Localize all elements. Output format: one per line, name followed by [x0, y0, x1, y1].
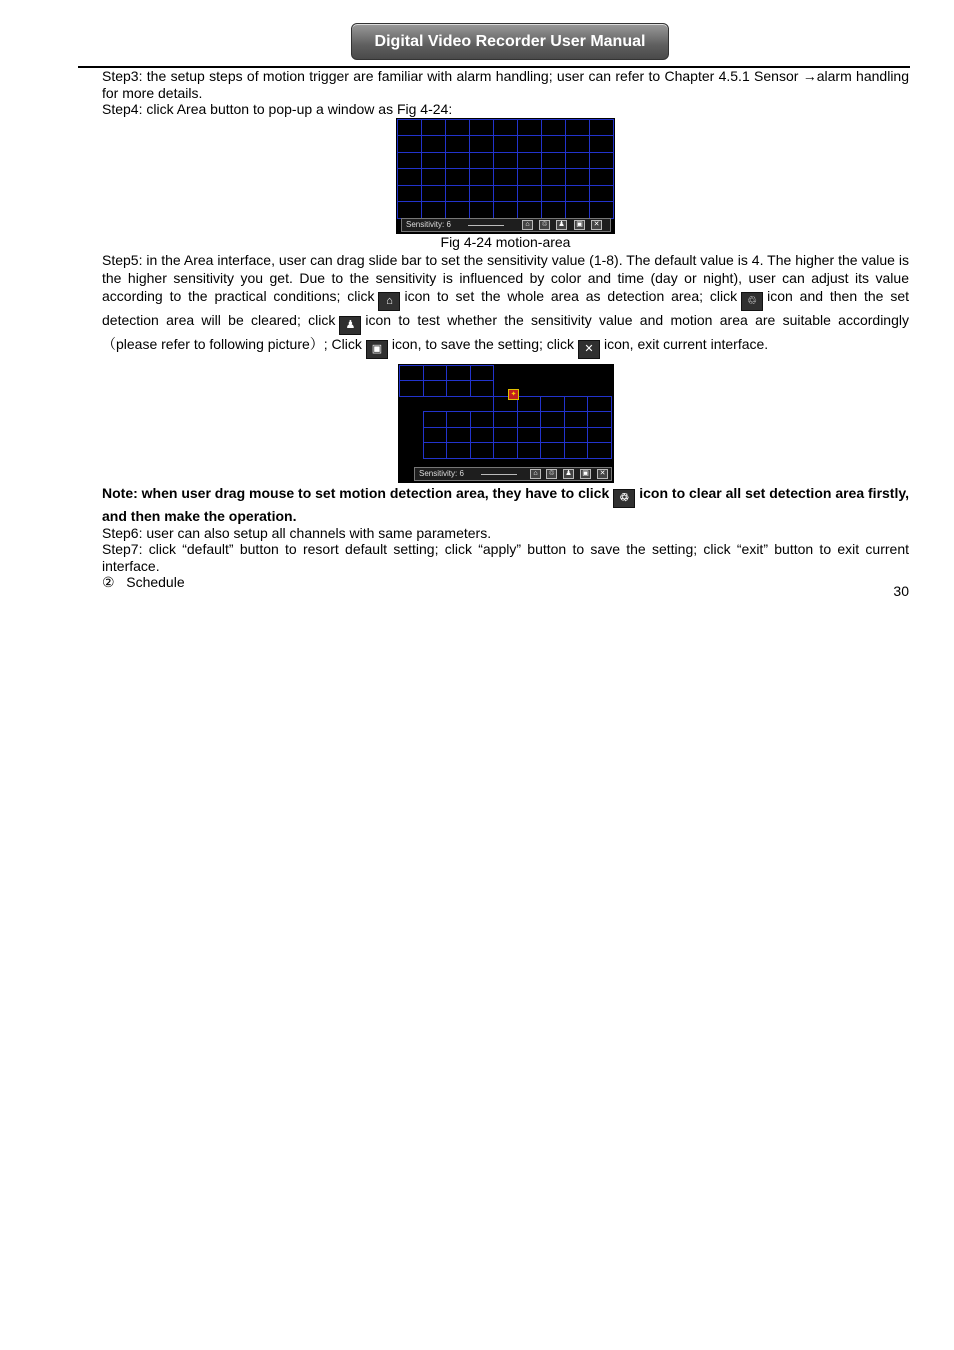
grid-cell[interactable]: [517, 442, 542, 459]
grid-cell[interactable]: [540, 442, 565, 459]
grid-cell[interactable]: [541, 152, 566, 170]
exit-icon[interactable]: ✕: [591, 220, 602, 230]
grid-cell[interactable]: [517, 119, 542, 137]
grid-cell[interactable]: [493, 135, 518, 153]
grid-cell[interactable]: [423, 411, 448, 428]
grid-cell[interactable]: [493, 201, 518, 219]
grid-cell[interactable]: [541, 119, 566, 137]
grid-cell[interactable]: [589, 185, 614, 203]
grid-cell[interactable]: [517, 411, 542, 428]
grid-cell[interactable]: [517, 152, 542, 170]
grid-cell[interactable]: [397, 201, 422, 219]
grid-cell[interactable]: [397, 168, 422, 186]
grid-cell[interactable]: [587, 411, 612, 428]
page-content: [102, 68, 909, 591]
grid-cell[interactable]: [540, 396, 565, 413]
grid-cell[interactable]: [446, 442, 471, 459]
step4-text: Step4: click Area button to pop-up a window as Fig 4-24:: [102, 101, 453, 117]
test-icon[interactable]: ♟: [563, 469, 574, 479]
grid-cell[interactable]: [589, 201, 614, 219]
grid-cell[interactable]: [589, 135, 614, 153]
grid-cell[interactable]: [493, 168, 518, 186]
grid-cell[interactable]: [423, 442, 448, 459]
grid-cell[interactable]: [469, 185, 494, 203]
motion-test-figure: [398, 364, 614, 483]
schedule-label: Schedule: [126, 574, 185, 590]
grid-cell[interactable]: [564, 442, 589, 459]
grid-cell[interactable]: [517, 135, 542, 153]
grid-cell[interactable]: [399, 380, 424, 397]
grid-cell[interactable]: [565, 201, 590, 219]
grid-cell[interactable]: [423, 365, 448, 382]
clear-icon: ♲: [741, 292, 763, 311]
home-icon: ⌂: [378, 292, 400, 311]
grid-cell[interactable]: [470, 411, 495, 428]
grid-cell[interactable]: [445, 185, 470, 203]
grid-cell[interactable]: [589, 152, 614, 170]
grid-cell[interactable]: [421, 152, 446, 170]
grid-cell[interactable]: [446, 365, 471, 382]
grid-cell[interactable]: [470, 442, 495, 459]
grid-cell[interactable]: [540, 427, 565, 444]
grid-cell[interactable]: [541, 201, 566, 219]
step3-text: Step3: the setup steps of motion trigger are familiar with alarm handling; user can refer to Chapter 4.5.1 Sensor →alarm handling for more details.: [102, 68, 909, 101]
grid-cell[interactable]: [469, 168, 494, 186]
grid-cell[interactable]: [445, 119, 470, 137]
grid-cell[interactable]: [565, 119, 590, 137]
sensitivity-label: Sensitivity: 6: [406, 219, 451, 229]
grid-cell[interactable]: [470, 380, 495, 397]
grid-cell[interactable]: [421, 168, 446, 186]
grid-cell[interactable]: [493, 119, 518, 137]
exit-icon[interactable]: ✕: [597, 469, 608, 479]
grid-cell[interactable]: [421, 201, 446, 219]
grid-cell[interactable]: [541, 135, 566, 153]
grid-cell[interactable]: [587, 396, 612, 413]
grid-cell[interactable]: [564, 411, 589, 428]
grid-cell[interactable]: [469, 119, 494, 137]
clear-icon[interactable]: ♲: [539, 220, 550, 230]
step7-text: Step7: click “default” button to resort default setting; click “apply” button to save the setting; click “exit” button to exit current interface.: [102, 541, 909, 574]
clear-icon: ♲: [613, 489, 635, 508]
grid-cell[interactable]: [565, 135, 590, 153]
note-part-a: Note: when user drag mouse to set motion detection area, they have to click: [102, 484, 610, 501]
grid-cell[interactable]: [493, 185, 518, 203]
grid-cell[interactable]: [565, 185, 590, 203]
note-text: [102, 485, 909, 525]
grid-cell[interactable]: [589, 119, 614, 137]
grid-cell[interactable]: [446, 427, 471, 444]
sensitivity-label: Sensitivity: 6: [419, 468, 464, 478]
grid-cell[interactable]: [397, 135, 422, 153]
test-icon: ♟: [339, 316, 361, 335]
grid-cell[interactable]: [469, 201, 494, 219]
motion-person-icon: ✦: [508, 389, 519, 400]
grid-cell[interactable]: [564, 427, 589, 444]
step5-text: [102, 251, 909, 359]
grid-cell[interactable]: [470, 365, 495, 382]
grid-cell[interactable]: [541, 168, 566, 186]
grid-cell[interactable]: [397, 119, 422, 137]
grid-cell[interactable]: [446, 380, 471, 397]
grid-cell[interactable]: [517, 201, 542, 219]
motion-test-toolbar: [414, 467, 612, 481]
grid-cell[interactable]: [493, 411, 518, 428]
grid-cell[interactable]: [517, 396, 542, 413]
grid-cell[interactable]: [421, 135, 446, 153]
exit-icon: ✕: [578, 340, 600, 359]
schedule-item: [102, 574, 909, 591]
home-icon[interactable]: ⌂: [530, 469, 541, 479]
figure-caption: Fig 4-24 motion-area: [440, 233, 571, 250]
step5-part-a: Step5: in the Area interface, user can drag slide bar to set the sensitivity value (1-8). The default value is 4. The higher the value is the higher sensitivity you get. Due to the sensitivity is influenced by color and time (day or night), user can adjust its value according to the practical conditions; click: [102, 251, 909, 304]
test-icon[interactable]: ♟: [556, 220, 567, 230]
grid-cell[interactable]: [399, 365, 424, 382]
grid-cell[interactable]: [541, 185, 566, 203]
motion-area-figure: [396, 118, 615, 234]
step5-part-b: icon to set the whole area as detection area; click: [404, 287, 738, 304]
grid-cell[interactable]: [587, 427, 612, 444]
manual-title-badge: Digital Video Recorder User Manual: [351, 23, 669, 60]
grid-cell[interactable]: [565, 152, 590, 170]
schedule-marker: ②: [102, 574, 115, 590]
grid-cell[interactable]: [469, 152, 494, 170]
save-icon[interactable]: ▣: [574, 220, 585, 230]
save-icon[interactable]: ▣: [580, 469, 591, 479]
grid-cell[interactable]: [564, 396, 589, 413]
step5-part-d: icon to test whether the sensitivity value and motion area are suitable accordingly （please refer to following picture）; Click: [102, 311, 909, 352]
page-number: 30: [893, 583, 909, 599]
grid-cell[interactable]: [493, 442, 518, 459]
step5-part-c: icon and then the set detection area will be cleared; click: [102, 287, 910, 328]
grid-cell[interactable]: [397, 152, 422, 170]
step5-part-e: icon, to save the setting; click: [391, 335, 574, 352]
grid-cell[interactable]: [470, 427, 495, 444]
grid-cell[interactable]: [540, 411, 565, 428]
step5-part-f: icon, exit current interface.: [603, 335, 769, 352]
grid-cell[interactable]: [517, 168, 542, 186]
grid-cell[interactable]: [589, 168, 614, 186]
sensitivity-slider[interactable]: [468, 225, 504, 226]
home-icon[interactable]: ⌂: [522, 220, 533, 230]
grid-cell[interactable]: [445, 168, 470, 186]
grid-cell[interactable]: [445, 135, 470, 153]
sensitivity-slider[interactable]: [481, 474, 517, 475]
grid-cell[interactable]: [421, 119, 446, 137]
grid-cell[interactable]: [517, 185, 542, 203]
grid-cell[interactable]: [587, 442, 612, 459]
motion-area-toolbar: [401, 218, 611, 232]
grid-cell[interactable]: [565, 168, 590, 186]
grid-cell[interactable]: [445, 152, 470, 170]
grid-cell[interactable]: [493, 427, 518, 444]
grid-cell[interactable]: [445, 201, 470, 219]
grid-cell[interactable]: [421, 185, 446, 203]
step6-text: Step6: user can also setup all channels with same parameters.: [102, 524, 492, 541]
grid-cell[interactable]: [469, 135, 494, 153]
grid-cell[interactable]: [397, 185, 422, 203]
grid-cell[interactable]: [517, 427, 542, 444]
grid-cell[interactable]: [446, 411, 471, 428]
save-icon: ▣: [366, 340, 388, 359]
clear-icon[interactable]: ♲: [546, 469, 557, 479]
grid-cell[interactable]: [423, 427, 448, 444]
grid-cell[interactable]: [423, 380, 448, 397]
grid-cell[interactable]: [493, 152, 518, 170]
note-part-b: icon to clear all set detection area firstly, and then make the operation.: [102, 484, 909, 524]
